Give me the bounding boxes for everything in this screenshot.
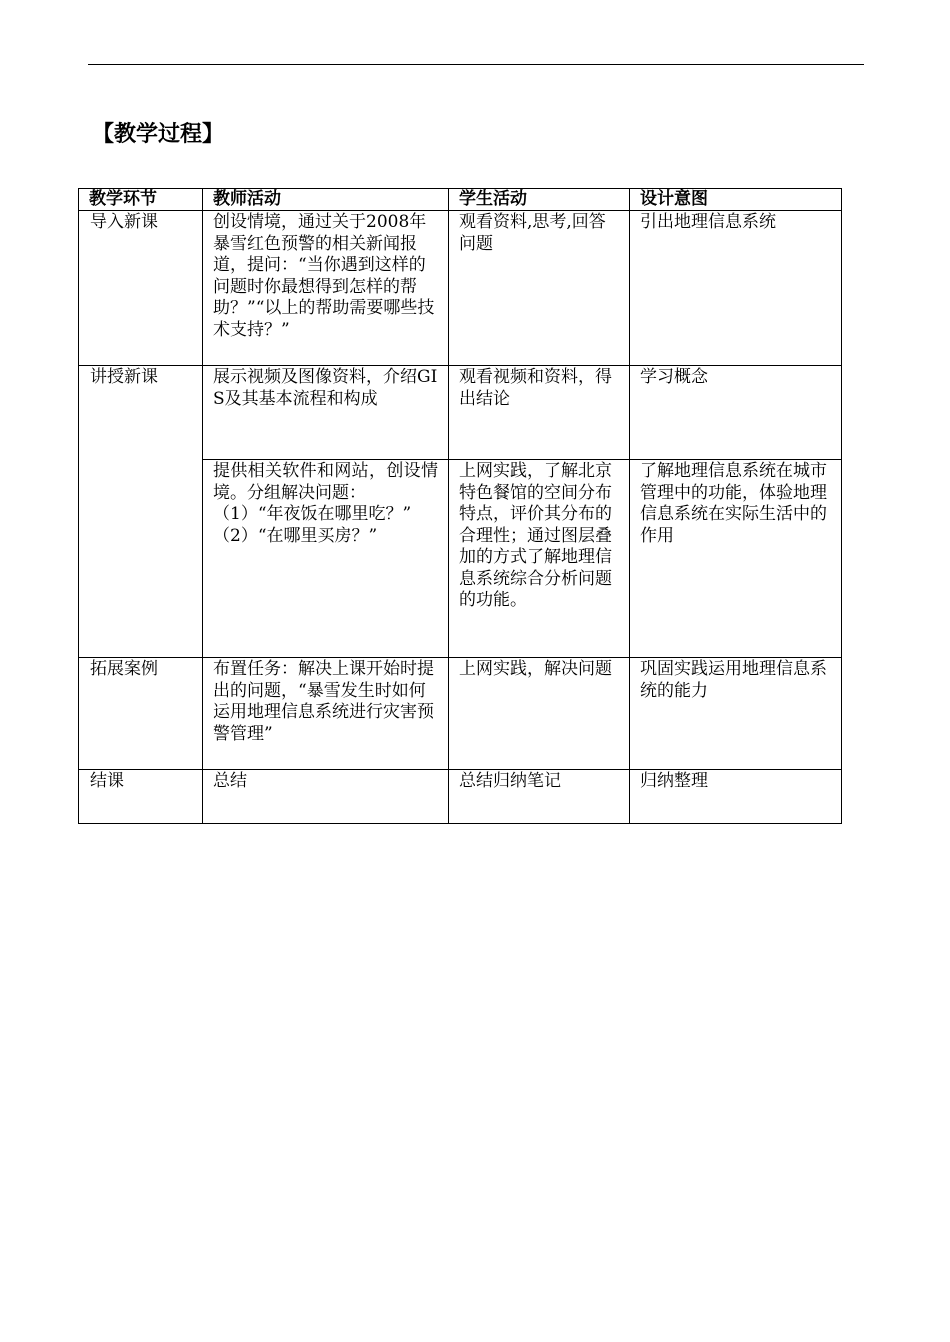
teacher-activity-cell: 总结 bbox=[203, 770, 449, 824]
stage-cell: 结课 bbox=[79, 770, 203, 824]
table-row bbox=[79, 770, 842, 824]
table-row bbox=[79, 658, 842, 770]
section-title: 【教学过程】 bbox=[92, 122, 225, 147]
stage-cell: 拓展案例 bbox=[79, 658, 203, 770]
design-intent-cell: 引出地理信息系统 bbox=[630, 211, 842, 366]
stage-cell: 讲授新课 bbox=[79, 366, 203, 658]
design-intent-cell: 了解地理信息系统在城市管理中的功能，体验地理信息系统在实际生活中的作用 bbox=[630, 460, 842, 658]
header-stage: 教学环节 bbox=[79, 189, 203, 211]
design-intent-cell: 归纳整理 bbox=[630, 770, 842, 824]
design-intent-cell: 学习概念 bbox=[630, 366, 842, 460]
stage-cell: 导入新课 bbox=[79, 211, 203, 366]
student-activity-cell: 观看资料,思考,回答问题 bbox=[449, 211, 630, 366]
header-design-intent: 设计意图 bbox=[630, 189, 842, 211]
header-teacher-activity: 教师活动 bbox=[203, 189, 449, 211]
teacher-activity-cell bbox=[203, 460, 449, 658]
teacher-activity-cell: 布置任务：解决上课开始时提出的问题，“暴雪发生时如何运用地理信息系统进行灾害预警管理” bbox=[203, 658, 449, 770]
teacher-activity-line: （1）“年夜饭在哪里吃？” bbox=[213, 504, 412, 524]
header-student-activity: 学生活动 bbox=[449, 189, 630, 211]
design-intent-cell: 巩固实践运用地理信息系统的能力 bbox=[630, 658, 842, 770]
student-activity-cell: 上网实践，解决问题 bbox=[449, 658, 630, 770]
teaching-process-table bbox=[78, 188, 842, 824]
teacher-activity-cell: 创设情境，通过关于2008年暴雪红色预警的相关新闻报道，提问：“当你遇到这样的问题时你最想得到怎样的帮助？”“以上的帮助需要哪些技术支持？” bbox=[203, 211, 449, 366]
header-rule bbox=[88, 64, 864, 65]
teacher-activity-line: 提供相关软件和网站，创设情境。分组解决问题： bbox=[213, 461, 438, 503]
teacher-activity-line: （2）“在哪里买房？” bbox=[213, 525, 378, 546]
student-activity-cell: 总结归纳笔记 bbox=[449, 770, 630, 824]
student-activity-cell: 上网实践，了解北京特色餐馆的空间分布特点，评价其分布的合理性；通过图层叠加的方式了解地理信息系统综合分析问题的功能。 bbox=[449, 460, 630, 658]
table-row bbox=[79, 211, 842, 366]
table-row bbox=[79, 366, 842, 460]
table-header-row bbox=[79, 189, 842, 211]
teacher-activity-cell: 展示视频及图像资料，介绍GIS及其基本流程和构成 bbox=[203, 366, 449, 460]
student-activity-cell: 观看视频和资料，得出结论 bbox=[449, 366, 630, 460]
